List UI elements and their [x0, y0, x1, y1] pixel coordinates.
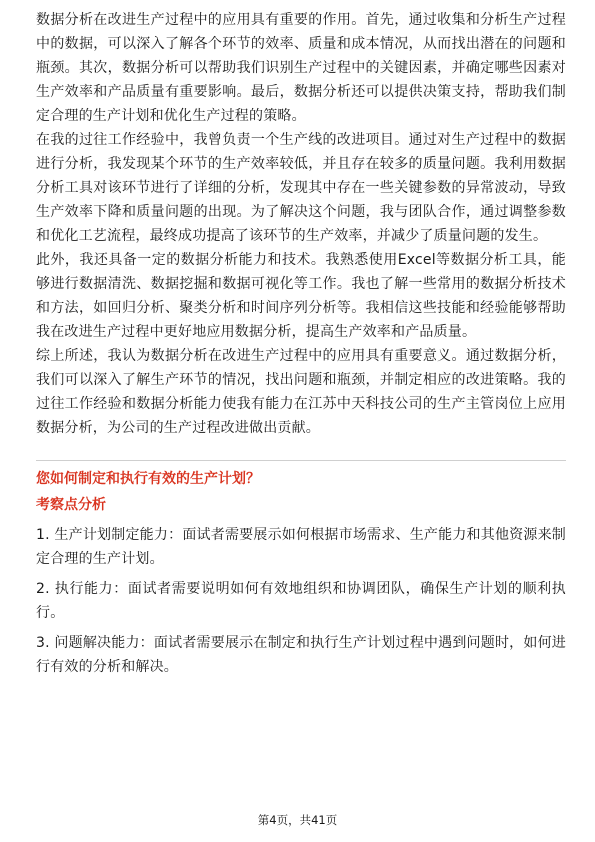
analysis-point-2: 2. 执行能力：面试者需要说明如何有效地组织和协调团队，确保生产计划的顺利执行。 [36, 581, 566, 621]
question-heading: 您如何制定和执行有效的生产计划？ [36, 471, 260, 487]
section-divider [36, 460, 566, 461]
analysis-point-3: 3. 问题解决能力：面试者需要展示在制定和执行生产计划过程中遇到问题时，如何进行有效的分析和解决。 [36, 635, 566, 675]
page-number-footer: 第4页，共41页 [257, 813, 338, 827]
answer-paragraph-1: 数据分析在改进生产过程中的应用具有重要的作用。首先，通过收集和分析生产过程中的数据，可以深入了解各个环节的效率、质量和成本情况，从而找出潜在的问题和瓶颈。其次，数据分析可以帮助我们识别生产过程中的关键因素，并确定哪些因素对生产效率和产品质量有重要影响。最后，数据分析还可以提供决策支持，帮助我们制定合理的生产计划和优化生产过程的策略。 [36, 12, 566, 124]
analysis-point-1: 1. 生产计划制定能力：面试者需要展示如何根据市场需求、生产能力和其他资源来制定合理的生产计划。 [36, 527, 566, 567]
analysis-label: 考察点分析 [36, 497, 106, 513]
answer-paragraph-2: 在我的过往工作经验中，我曾负责一个生产线的改进项目。通过对生产过程中的数据进行分析，我发现某个环节的生产效率较低，并且存在较多的质量问题。我利用数据分析工具对该环节进行了详细的分析，发现其中存在一些关键参数的异常波动，导致生产效率下降和质量问题的出现。为了解决这个问题，我与团队合作，通过调整参数和优化工艺流程，最终成功提高了该环节的生产效率，并减少了质量问题的发生。 [36, 132, 566, 244]
page-content [36, 8, 566, 679]
answer-paragraph-4: 综上所述，我认为数据分析在改进生产过程中的应用具有重要意义。通过数据分析，我们可以深入了解生产环节的情况，找出问题和瓶颈，并制定相应的改进策略。我的过往工作经验和数据分析能力使我有能力在江苏中天科技公司的生产主管岗位上应用数据分析，为公司的生产过程改进做出贡献。 [36, 348, 566, 436]
answer-paragraph-3: 此外，我还具备一定的数据分析能力和技术。我熟悉使用Excel等数据分析工具，能够进行数据清洗、数据挖掘和数据可视化等工作。我也了解一些常用的数据分析技术和方法，如回归分析、聚类分析和时间序列分析等。我相信这些技能和经验能够帮助我在改进生产过程中更好地应用数据分析，提高生产效率和产品质量。 [36, 252, 566, 340]
